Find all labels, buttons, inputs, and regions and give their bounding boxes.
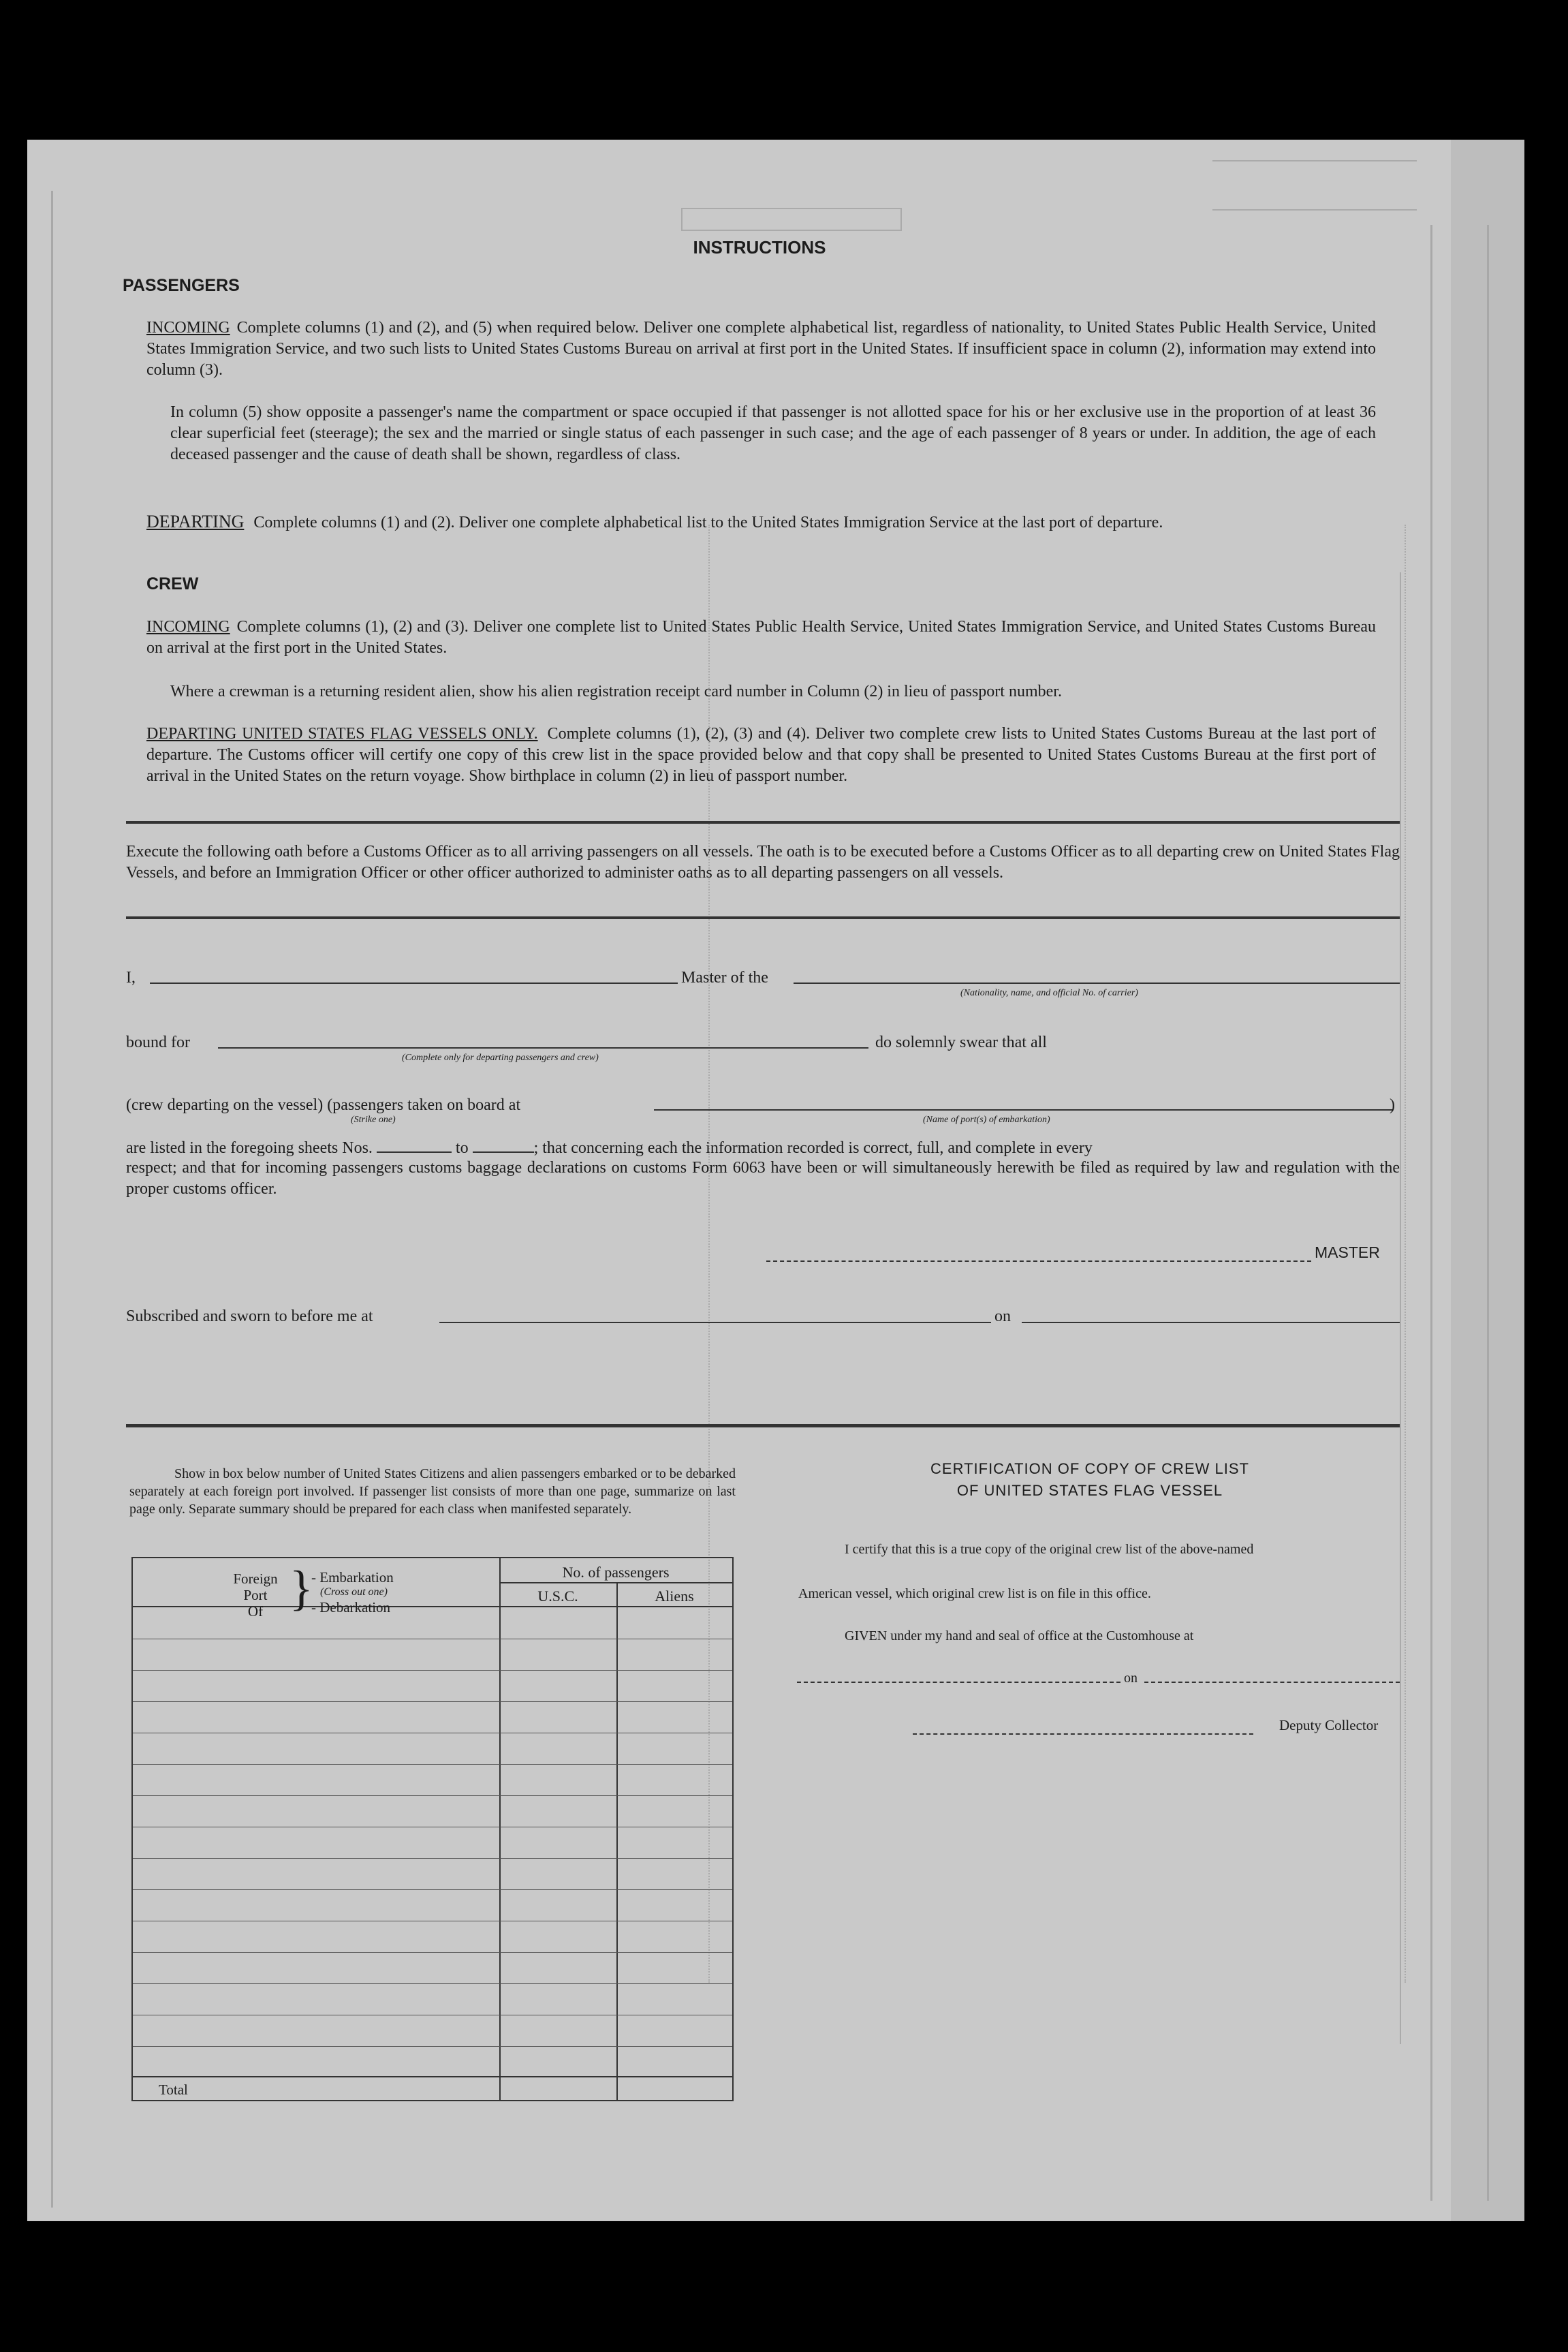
bleed-through-band	[1212, 160, 1417, 211]
cross-out-hint: (Cross out one)	[320, 1586, 388, 1598]
crew-incoming-label: INCOMING	[146, 618, 230, 636]
num-passengers-header: No. of passengers	[562, 1564, 670, 1581]
bleed-through-stamp	[51, 191, 94, 2208]
oath-crew-departing-label: (crew departing on the vessel) (passengers taken on board at	[126, 1096, 521, 1114]
port-of-embarkation-field[interactable]	[654, 1109, 1393, 1111]
table-row[interactable]	[133, 1670, 732, 1702]
table-row[interactable]	[133, 1764, 732, 1796]
table-row[interactable]	[133, 1733, 732, 1765]
passengers-departing-block	[146, 511, 1376, 533]
certify-line1: I certify that this is a true copy of the original crew list of the above-named	[845, 1542, 1254, 1557]
passengers-departing-label: DEPARTING	[146, 512, 245, 531]
table-row[interactable]	[133, 2046, 732, 2078]
customhouse-field[interactable]	[797, 1682, 1120, 1683]
master-name-field[interactable]	[150, 982, 678, 984]
oath-sheets-line	[126, 1136, 1400, 1159]
given-line: GIVEN under my hand and seal of office at the Customhouse at	[845, 1628, 1194, 1643]
table-body	[133, 1607, 732, 2077]
brace-icon: }	[289, 1561, 313, 1615]
master-signature-field[interactable]	[766, 1260, 1311, 1262]
carrier-field[interactable]	[794, 982, 1400, 984]
table-total-row	[133, 2076, 732, 2101]
strike-one-hint: (Strike one)	[351, 1115, 396, 1125]
certification-on-label: on	[1124, 1671, 1138, 1686]
usc-header: U.S.C.	[537, 1588, 578, 1605]
crew-incoming-block	[146, 617, 1376, 659]
table-row[interactable]	[133, 1639, 732, 1671]
total-label: Total	[159, 2082, 188, 2098]
table-row[interactable]	[133, 1952, 732, 1984]
deputy-collector-label: Deputy Collector	[1279, 1717, 1379, 1733]
table-row[interactable]	[133, 1983, 732, 2015]
oath-intro-text: Execute the following oath before a Customs Officer as to all arriving passengers on all vessels. The oath is to be executed before a Customs Officer as to all departing crew on United States Flag Vessels, and before an Immigration Officer or other officer authorized to administer oaths as to all departing passengers on all vessels.	[126, 843, 1400, 882]
passengers-column5-block	[170, 402, 1376, 465]
page-title: INSTRUCTIONS	[693, 237, 826, 258]
section-divider	[126, 916, 1400, 919]
listed-prefix: are listed in the foregoing sheets Nos.	[126, 1139, 373, 1157]
oath-close-paren: )	[1390, 1096, 1395, 1114]
bound-for-hint: (Complete only for departing passengers and crew)	[402, 1053, 599, 1063]
crew-departing-label: DEPARTING UNITED STATES FLAG VESSELS ONLY.	[146, 725, 538, 743]
oath-respect-text: respect; and that for incoming passengers customs baggage declarations on customs Form 6063 have been or will simultaneously herewith be filed as required by law and regulation with the proper customs officer.	[126, 1159, 1400, 1198]
passengers-incoming-text: INCOMING Complete columns (1) and (2), and (5) when required below. Deliver one complete alphabetical list, regardless of nationality, to United States Public Health Service, United States Immigration Service, and two such lists to United States Customs Bureau on arrival at first port in the United States. If insufficient space in column (2), information may extend into column (3).	[146, 319, 1376, 379]
sworn-date-field[interactable]	[1022, 1322, 1400, 1323]
passengers-departing-text: DEPARTING Complete columns (1) and (2). Deliver one complete alphabetical list to the United States Immigration Service at the last port of departure.	[146, 512, 1163, 531]
foreign-port-label: Foreign Port Of	[233, 1570, 278, 1620]
port-hint: (Name of port(s) of embarkation)	[923, 1115, 1050, 1125]
crew-departing-block	[146, 724, 1376, 787]
debarkation-option[interactable]: - Debarkation	[311, 1599, 391, 1615]
nationality-hint: (Nationality, name, and official No. of carrier)	[960, 988, 1138, 998]
passengers-incoming-label: INCOMING	[146, 319, 230, 337]
certification-title	[783, 1458, 1396, 1502]
crew-resident-block	[170, 681, 1376, 702]
table-row[interactable]	[133, 1701, 732, 1733]
certification-title-line2: OF UNITED STATES FLAG VESSEL	[956, 1482, 1223, 1499]
certification-date-field[interactable]	[1144, 1682, 1400, 1683]
oath-swear-label: do solemnly swear that all	[875, 1034, 1047, 1051]
table-header-divider	[499, 1582, 732, 1583]
oath-master-of-label: Master of the	[681, 969, 768, 987]
table-row[interactable]	[133, 1889, 732, 1921]
table-row[interactable]	[133, 2015, 732, 2047]
subscribed-label: Subscribed and sworn to before me at	[126, 1307, 373, 1325]
listed-suffix: ; that concerning each the information recorded is correct, full, and complete in every	[533, 1139, 1093, 1157]
oath-respect-block	[126, 1158, 1400, 1200]
oath-intro-block	[126, 841, 1400, 884]
deputy-signature-field[interactable]	[913, 1733, 1253, 1735]
table-row[interactable]	[133, 1921, 732, 1953]
crew-departing-text: DEPARTING UNITED STATES FLAG VESSELS ONLY. Complete columns (1), (2), (3) and (4). Deliver two complete crew lists to United States Customs Bureau at the last port of departure. The Customs officer will certify one copy of this crew list in the space provided below and that copy shall be presented to United States Customs Bureau at the first port of arrival in the United States on the return voyage. Show birthplace in column (2) in lieu of passport number.	[146, 725, 1376, 785]
oath-i-label: I,	[126, 969, 136, 987]
embarkation-option[interactable]: - Embarkation	[311, 1569, 394, 1585]
sworn-at-field[interactable]	[439, 1322, 991, 1323]
passengers-heading: PASSENGERS	[123, 276, 240, 295]
passenger-summary-table	[131, 1557, 734, 2101]
box-instructions-text: Show in box below number of United States Citizens and alien passengers embarked or to be debarked separately at each foreign port involved. If passenger list consists of more than one page, summarize on last page only. Separate summary should be prepared for each class when manifested separately.	[129, 1466, 736, 1517]
certify-line2: American vessel, which original crew list is on file in this office.	[798, 1586, 1151, 1601]
table-row[interactable]	[133, 1607, 732, 1639]
oath-bound-for-label: bound for	[126, 1034, 190, 1051]
bound-for-field[interactable]	[218, 1047, 868, 1049]
crew-resident-text: Where a crewman is a returning resident alien, show his alien registration receipt card number in Column (2) in lieu of passport number.	[170, 683, 1062, 700]
box-instructions-block	[129, 1465, 736, 1518]
table-row[interactable]	[133, 1827, 732, 1859]
master-label: MASTER	[1315, 1243, 1380, 1261]
table-row[interactable]	[133, 1795, 732, 1827]
table-row[interactable]	[133, 1858, 732, 1890]
to-label: to	[455, 1139, 469, 1157]
sheet-to-field[interactable]	[473, 1136, 534, 1153]
section-divider	[126, 821, 1400, 824]
crew-incoming-text: INCOMING Complete columns (1), (2) and (3). Deliver one complete list to United States Public Health Service, United States Immigration Service, and United States Customs Bureau on arrival at the first port in the United States.	[146, 618, 1376, 657]
bleed-through-stamp	[1430, 225, 1489, 2201]
certification-title-line1: CERTIFICATION OF COPY OF CREW LIST	[930, 1460, 1249, 1477]
aliens-header: Aliens	[655, 1588, 694, 1605]
passengers-incoming-block	[146, 318, 1376, 381]
bleed-through-band	[681, 208, 902, 231]
sheet-from-field[interactable]	[377, 1136, 452, 1153]
section-divider	[126, 1424, 1400, 1427]
passengers-column5-text: In column (5) show opposite a passenger's name the compartment or space occupied if that passenger is not allotted space for his or her exclusive use in the proportion of at least 36 clear superficial feet (steerage); the sex and the married or single status of each passenger in such case; and the age of each passenger of 8 years or under. In addition, the age of each deceased passenger and the cause of death shall be shown, regardless of class.	[170, 403, 1376, 463]
crew-heading: CREW	[146, 574, 199, 593]
sworn-on-label: on	[994, 1307, 1011, 1325]
